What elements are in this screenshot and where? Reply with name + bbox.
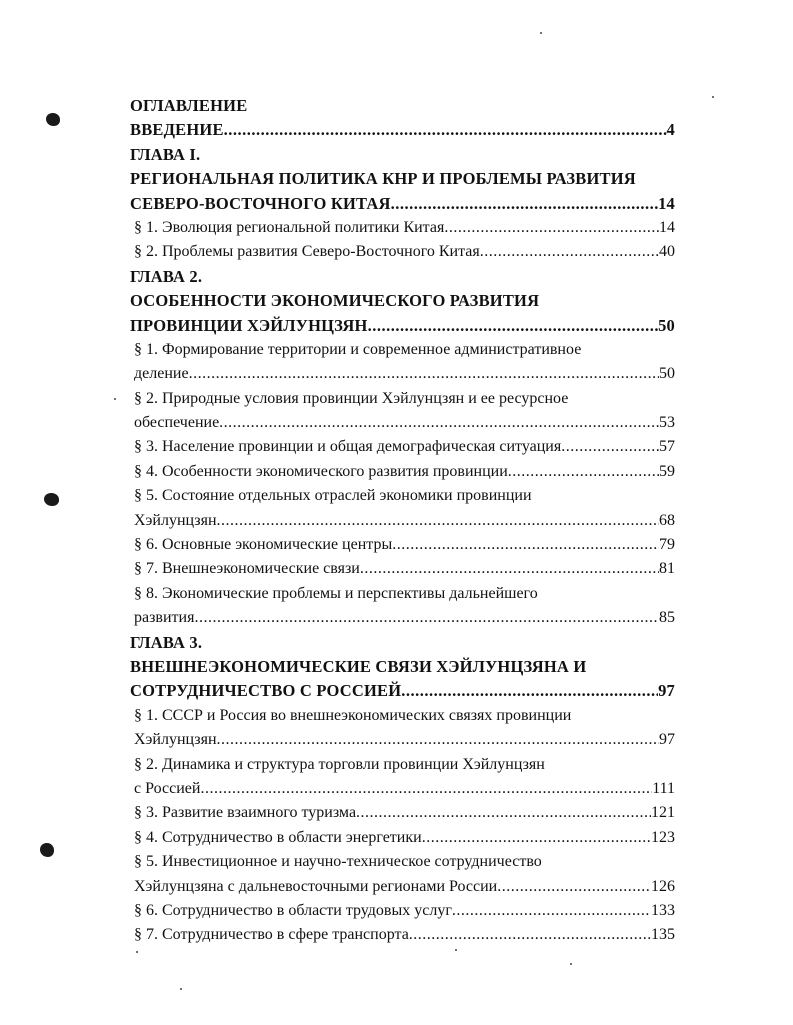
toc-chapter-line xyxy=(130,314,675,338)
toc-entry-title: § 3. Население провинции и общая демографическая ситуация xyxy=(134,438,562,456)
toc-entry-title: ГЛАВА 3. xyxy=(130,632,203,652)
toc-page-number: 135 xyxy=(651,926,675,944)
toc-section-line xyxy=(130,606,675,630)
toc-dot-leader xyxy=(200,777,652,801)
toc-chapter-line xyxy=(130,679,675,703)
toc-chapter-line xyxy=(130,118,675,142)
toc-page-number: 68 xyxy=(659,511,675,529)
toc-entry-title: § 2. Динамика и структура торговли провинции Хэйлунцзян xyxy=(134,755,545,773)
toc-dot-leader xyxy=(497,875,651,899)
toc-dot-leader xyxy=(217,728,659,752)
scan-speck xyxy=(136,951,138,953)
toc-entry-title: § 7. Внешнеэкономические связи xyxy=(134,560,360,578)
toc-dot-leader xyxy=(401,679,658,703)
toc-chapter-line xyxy=(130,655,675,679)
toc-entry-title: § 6. Основные экономические центры xyxy=(134,536,393,554)
toc-page-number: 111 xyxy=(652,779,675,797)
toc-entry-title: § 1. Эволюция региональной политики Китая xyxy=(134,218,445,236)
toc-page-number: 126 xyxy=(651,877,675,895)
toc-chapter-line xyxy=(130,631,675,655)
toc-dot-leader xyxy=(224,118,667,142)
toc-entry-title: СОТРУДНИЧЕСТВО С РОССИЕЙ xyxy=(130,681,402,701)
toc-heading: ОГЛАВЛЕНИЕ xyxy=(130,96,248,115)
toc-section-line xyxy=(130,387,675,411)
toc-section-line xyxy=(130,484,675,508)
toc-entry-title: § 4. Особенности экономического развития провинции xyxy=(134,462,508,480)
toc-section-line xyxy=(130,240,675,264)
toc-section-line xyxy=(130,826,675,850)
toc-dot-leader xyxy=(194,606,659,630)
toc-section-line xyxy=(130,850,675,874)
toc-dot-leader xyxy=(217,509,659,533)
toc-chapter-line xyxy=(130,167,675,191)
toc-entry-title: деление xyxy=(134,365,189,383)
toc-page-number: 79 xyxy=(659,536,675,554)
toc-section-line xyxy=(130,557,675,581)
toc-entry-title: ОСОБЕННОСТИ ЭКОНОМИЧЕСКОГО РАЗВИТИЯ xyxy=(130,291,540,311)
toc-entry-title: § 1. СССР и Россия во внешнеэкономических связях провинции xyxy=(134,706,572,724)
toc-page-number: 53 xyxy=(659,414,675,432)
toc-dot-leader xyxy=(422,826,651,850)
toc-page-number: 85 xyxy=(659,609,675,627)
toc-page-number: 50 xyxy=(658,315,675,335)
scan-blot xyxy=(46,113,60,126)
toc-dot-leader xyxy=(189,362,659,386)
toc-entry-title: Хэйлунцзян xyxy=(134,731,217,749)
toc-entry-title: § 1. Формирование территории и современное административное xyxy=(134,340,582,358)
scan-blot xyxy=(44,493,59,506)
scan-speck xyxy=(712,96,714,98)
scan-speck xyxy=(180,988,182,990)
toc-entry-title: § 4. Сотрудничество в области энергетики xyxy=(134,828,422,846)
scan-blot xyxy=(40,843,54,857)
toc-chapter-line xyxy=(130,143,675,167)
toc-dot-leader xyxy=(480,240,659,264)
toc-section-line xyxy=(130,460,675,484)
toc-dot-leader xyxy=(444,216,659,240)
toc-dot-leader xyxy=(368,314,659,338)
toc-section-line xyxy=(130,777,675,801)
toc-section-line xyxy=(130,411,675,435)
scan-speck xyxy=(540,32,542,34)
toc-entry-title: ГЛАВА 2. xyxy=(130,266,203,286)
toc-page-number: 121 xyxy=(651,804,675,822)
toc-entry-title: ПРОВИНЦИИ ХЭЙЛУНЦЗЯН xyxy=(130,315,368,335)
toc-entry-title: ГЛАВА I. xyxy=(130,144,201,164)
toc-dot-leader xyxy=(561,435,659,459)
toc-dot-leader xyxy=(356,801,651,825)
toc-section-line xyxy=(130,899,675,923)
toc-entry-title: § 2. Природные условия провинции Хэйлунцзян и ее ресурсное xyxy=(134,389,569,407)
toc-page-number: 97 xyxy=(658,681,675,701)
toc-section-line xyxy=(130,509,675,533)
toc-page-number: 133 xyxy=(651,901,675,919)
toc-entry-title: § 8. Экономические проблемы и перспективы дальнейшего xyxy=(134,584,538,602)
toc-entry-title: § 5. Инвестиционное и научно-техническое сотрудничество xyxy=(134,853,542,871)
toc-section-line xyxy=(130,582,675,606)
toc-section-line xyxy=(130,923,675,947)
toc-section-line xyxy=(130,362,675,386)
toc-chapter-line xyxy=(130,265,675,289)
scan-speck xyxy=(455,949,457,951)
scan-speck xyxy=(570,963,572,965)
toc-section-line xyxy=(130,533,675,557)
toc-entry-title: § 7. Сотрудничество в сфере транспорта xyxy=(134,926,409,944)
toc-page-number: 59 xyxy=(659,462,675,480)
toc-page-number: 123 xyxy=(651,828,675,846)
toc-entry-title: § 2. Проблемы развития Северо-Восточного Китая xyxy=(134,243,480,261)
toc-section-line xyxy=(130,875,675,899)
toc-section-line xyxy=(130,704,675,728)
toc-page-number: 14 xyxy=(658,193,675,213)
toc-section-line xyxy=(130,753,675,777)
toc-dot-leader xyxy=(219,411,659,435)
toc-entry-title: СЕВЕРО-ВОСТОЧНОГО КИТАЯ xyxy=(130,193,391,213)
toc-dot-leader xyxy=(360,557,659,581)
toc-entry-title: обеспечение xyxy=(134,414,220,432)
toc-page-number: 14 xyxy=(659,218,675,236)
toc-section-line xyxy=(130,216,675,240)
toc-entry-title: § 6. Сотрудничество в области трудовых услуг xyxy=(134,901,452,919)
toc-section-line xyxy=(130,801,675,825)
toc-page-number: 81 xyxy=(659,560,675,578)
toc-dot-leader xyxy=(452,899,651,923)
toc-entry-title: ВНЕШНЕЭКОНОМИЧЕСКИЕ СВЯЗИ ХЭЙЛУНЦЗЯНА И xyxy=(130,656,587,676)
toc-entry-title: § 3. Развитие взаимного туризма xyxy=(134,804,357,822)
scan-speck xyxy=(114,398,116,400)
toc-dot-leader xyxy=(391,192,658,216)
toc-entry-title: Хэйлунцзян xyxy=(134,511,217,529)
toc-entry-title: РЕГИОНАЛЬНАЯ ПОЛИТИКА КНР И ПРОБЛЕМЫ РАЗВИТИЯ xyxy=(130,169,636,189)
toc-page-number: 40 xyxy=(659,243,675,261)
toc-page-number: 50 xyxy=(659,365,675,383)
toc-section-line xyxy=(130,338,675,362)
toc-entry-title: Хэйлунцзяна с дальневосточными регионами России xyxy=(134,877,498,895)
toc-dot-leader xyxy=(508,460,659,484)
toc-entry-title: § 5. Состояние отдельных отраслей экономики провинции xyxy=(134,487,532,505)
toc-section-line xyxy=(130,728,675,752)
toc-chapter-line xyxy=(130,192,675,216)
toc-page-number: 57 xyxy=(659,438,675,456)
toc-dot-leader xyxy=(392,533,659,557)
toc-entries xyxy=(130,118,675,947)
table-of-contents xyxy=(130,94,675,948)
toc-page-number: 97 xyxy=(659,731,675,749)
toc-dot-leader xyxy=(409,923,651,947)
toc-entry-title: развития xyxy=(134,609,195,627)
toc-entry-title: ВВЕДЕНИЕ xyxy=(130,120,224,140)
toc-entry-title: с Россией xyxy=(134,779,201,797)
toc-page-number: 4 xyxy=(666,120,675,140)
toc-section-line xyxy=(130,435,675,459)
toc-chapter-line xyxy=(130,289,675,313)
